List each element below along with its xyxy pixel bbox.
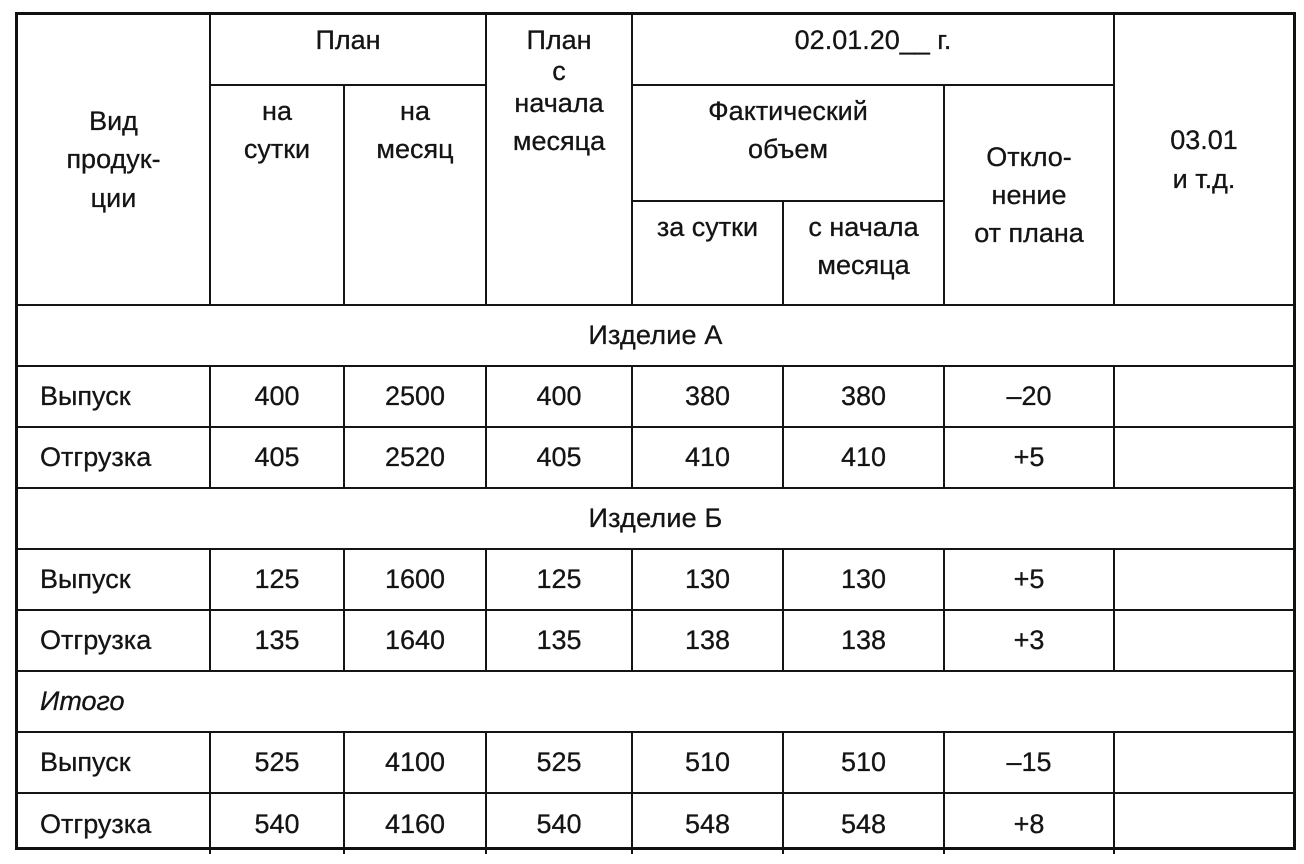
header-plan-since-line: План xyxy=(526,25,592,55)
cell-plan-day: 400 xyxy=(210,366,344,427)
cell-plan-month: 2520 xyxy=(344,427,486,488)
table-row xyxy=(18,366,1293,427)
header-plan-since-line: месяца xyxy=(512,125,606,156)
production-report-table xyxy=(15,12,1296,850)
header-date-2-line: и т.д. xyxy=(1172,163,1236,194)
header-deviation-line: нение xyxy=(991,179,1067,210)
section-title-label: Изделие Б xyxy=(588,503,723,534)
cell-fact-day: 410 xyxy=(632,427,783,488)
section-title-label: Изделие А xyxy=(588,320,723,351)
header-date-1 xyxy=(632,15,1114,85)
header-plan-per-month-line: на xyxy=(400,96,430,126)
row-label: Отгрузка xyxy=(18,793,210,854)
cell-next-date xyxy=(1114,427,1293,488)
table-row xyxy=(18,610,1293,671)
section-title xyxy=(18,305,1293,366)
table-row xyxy=(18,427,1293,488)
cell-plan-since: 540 xyxy=(486,793,632,854)
cell-next-date xyxy=(1114,732,1293,793)
header-product-type xyxy=(18,15,210,305)
cell-deviation: +3 xyxy=(944,610,1114,671)
header-plan xyxy=(210,15,486,85)
cell-plan-since: 400 xyxy=(486,366,632,427)
cell-plan-day: 405 xyxy=(210,427,344,488)
cell-deviation: –20 xyxy=(944,366,1114,427)
header-plan-per-day-line: на xyxy=(262,96,292,126)
cell-fact-day: 138 xyxy=(632,610,783,671)
cell-plan-day: 135 xyxy=(210,610,344,671)
header-plan-since-line: начала xyxy=(514,87,604,118)
cell-plan-day: 525 xyxy=(210,732,344,793)
header-actual-since-line: месяца xyxy=(817,250,910,281)
cell-fact-day: 548 xyxy=(632,793,783,854)
header-product-type-line: продук- xyxy=(66,144,161,175)
cell-next-date xyxy=(1114,793,1293,854)
cell-fact-since: 130 xyxy=(783,549,944,610)
header-actual-since-line: с начала xyxy=(808,212,919,242)
header-deviation xyxy=(944,85,1114,305)
table-row xyxy=(18,732,1293,793)
table-row xyxy=(18,549,1293,610)
header-plan-since-line: с xyxy=(552,56,566,87)
row-label: Отгрузка xyxy=(18,610,210,671)
cell-plan-month: 2500 xyxy=(344,366,486,427)
header-plan-label: План xyxy=(315,25,381,55)
header-plan-per-month xyxy=(344,85,486,305)
cell-next-date xyxy=(1114,549,1293,610)
cell-plan-month: 4160 xyxy=(344,793,486,854)
cell-plan-since: 125 xyxy=(486,549,632,610)
cell-deviation: –15 xyxy=(944,732,1114,793)
header-plan-per-month-line: месяц xyxy=(376,134,454,165)
cell-fact-day: 380 xyxy=(632,366,783,427)
section-title xyxy=(18,488,1293,549)
cell-deviation: +8 xyxy=(944,793,1114,854)
header-actual-volume-line: объем xyxy=(747,134,829,165)
header-actual-volume xyxy=(632,85,944,201)
cell-plan-month: 1600 xyxy=(344,549,486,610)
header-product-type-line: ции xyxy=(90,182,137,213)
cell-fact-since: 410 xyxy=(783,427,944,488)
cell-next-date xyxy=(1114,610,1293,671)
row-label: Выпуск xyxy=(18,732,210,793)
section-title-label: Итого xyxy=(40,686,125,717)
cell-plan-since: 405 xyxy=(486,427,632,488)
cell-fact-since: 380 xyxy=(783,366,944,427)
cell-fact-since: 138 xyxy=(783,610,944,671)
header-date-2-line: 03.01 xyxy=(1170,125,1238,156)
cell-plan-day: 125 xyxy=(210,549,344,610)
header-actual-per-day-label: за сутки xyxy=(656,212,759,242)
section-title xyxy=(18,671,1293,732)
cell-plan-day: 540 xyxy=(210,793,344,854)
header-plan-per-day xyxy=(210,85,344,305)
header-plan-per-day-line: сутки xyxy=(243,134,311,165)
row-label: Выпуск xyxy=(18,549,210,610)
report-grid xyxy=(18,15,1293,854)
header-plan-since-month-start xyxy=(486,15,632,305)
cell-deviation: +5 xyxy=(944,427,1114,488)
table-row xyxy=(18,793,1293,854)
header-deviation-line: Откло- xyxy=(986,141,1072,172)
header-actual-per-day xyxy=(632,201,783,305)
header-date-1-label: 02.01.20__ г. xyxy=(794,25,952,55)
header-actual-volume-line: Фактический xyxy=(708,96,868,126)
cell-deviation: +5 xyxy=(944,549,1114,610)
cell-next-date xyxy=(1114,366,1293,427)
cell-plan-since: 525 xyxy=(486,732,632,793)
cell-plan-month: 1640 xyxy=(344,610,486,671)
row-label: Выпуск xyxy=(18,366,210,427)
cell-plan-month: 4100 xyxy=(344,732,486,793)
header-actual-since-month-start xyxy=(783,201,944,305)
header-deviation-line: от плана xyxy=(974,218,1084,249)
cell-fact-since: 548 xyxy=(783,793,944,854)
cell-fact-day: 130 xyxy=(632,549,783,610)
cell-fact-since: 510 xyxy=(783,732,944,793)
row-label: Отгрузка xyxy=(18,427,210,488)
cell-plan-since: 135 xyxy=(486,610,632,671)
header-date-2 xyxy=(1114,15,1293,305)
cell-fact-day: 510 xyxy=(632,732,783,793)
header-product-type-line: Вид xyxy=(89,106,138,136)
